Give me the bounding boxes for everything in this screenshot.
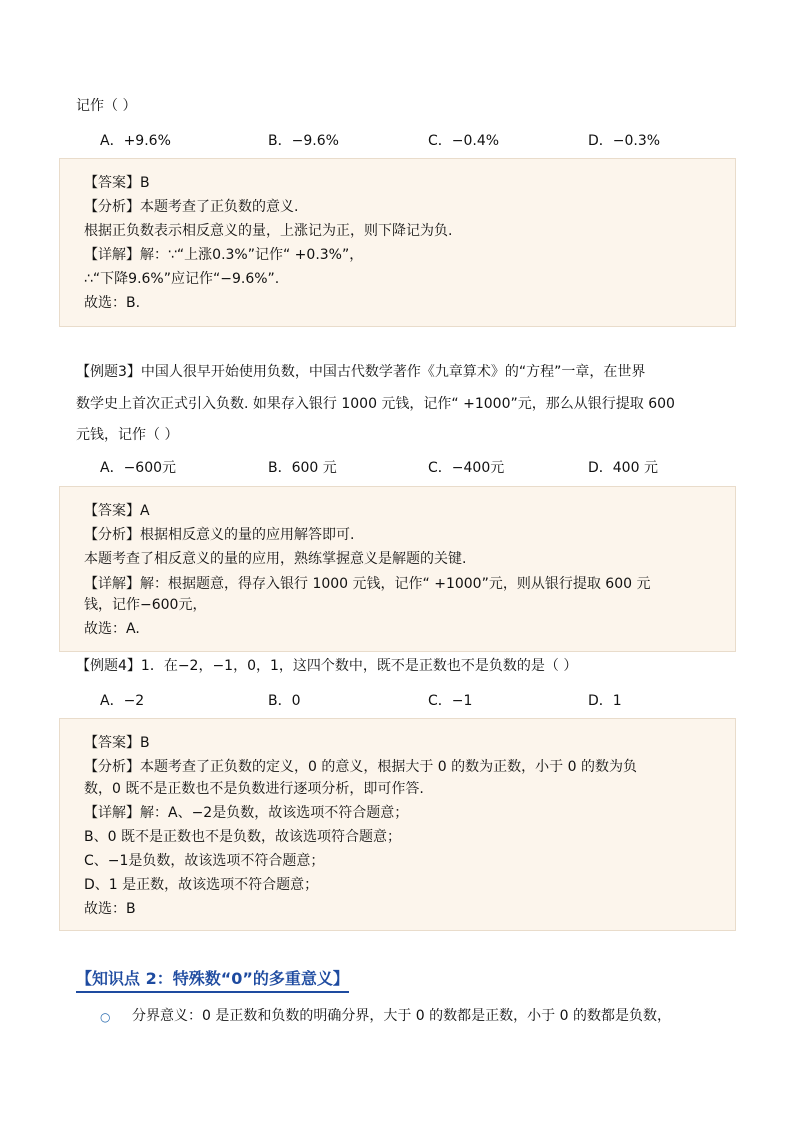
solution-line: 【详解】解：A、−2是负数，故该选项不符合题意； (84, 805, 409, 821)
option-c: C．−1 (428, 693, 473, 709)
solution-line: D、1 是正数，故该选项不符合题意； (84, 877, 319, 893)
example-3-line: 【例题3】中国人很早开始使用负数，中国古代数学著作《九章算术》的“方程”一章，在世界 (76, 364, 646, 380)
answer-label: 【答案】A (84, 503, 150, 519)
answer-box-3 (59, 486, 736, 652)
question-2-options (100, 130, 720, 152)
option-b: B．−9.6% (268, 133, 339, 149)
answer-box-4 (59, 718, 736, 931)
question-4-options (100, 690, 720, 712)
analysis-line: 本题考查了相反意义的量的应用，熟练掌握意义是解题的关键. (84, 551, 467, 567)
question-stem-tail: 记作（ ） (76, 98, 137, 114)
option-a: A．−600元 (100, 460, 177, 476)
answer-label: 【答案】B (84, 735, 150, 751)
bullet-circle-icon: ○ (100, 1010, 111, 1024)
answer-box-2 (59, 158, 736, 327)
option-d: D．−0.3% (588, 133, 661, 149)
conclusion-line: 故选：B (84, 901, 136, 917)
answer-label: 【答案】B (84, 175, 150, 191)
solution-line: 【详解】解：根据题意，得存入银行 1000 元钱，记作“ +1000”元，则从银行提取 600 元 (84, 576, 651, 592)
solution-line: B、0 既不是正数也不是负数，故该选项符合题意； (84, 829, 401, 845)
option-d: D．400 元 (588, 460, 658, 476)
example-3-line: 数学史上首次正式引入负数. 如果存入银行 1000 元钱，记作“ +1000”元，那么从银行提取 600 (76, 396, 675, 412)
example-4-stem: 【例题4】1．在−2，−1，0，1，这四个数中，既不是正数也不是负数的是（ ） (76, 658, 578, 674)
knowledge-point-heading: 【知识点 2：特殊数“0”的多重意义】 (76, 966, 349, 993)
analysis-line: 【分析】本题考查了正负数的定义，0 的意义，根据大于 0 的数为正数，小于 0 的数为负 (84, 759, 637, 775)
conclusion-line: 故选：B. (84, 295, 141, 311)
option-b: B．0 (268, 693, 301, 709)
solution-line: C、−1是负数，故该选项不符合题意； (84, 853, 325, 869)
option-c: C．−400元 (428, 460, 505, 476)
analysis-line: 数，0 既不是正数也不是负数进行逐项分析，即可作答. (84, 781, 424, 797)
option-b: B．600 元 (268, 460, 337, 476)
option-d: D．1 (588, 693, 622, 709)
solution-line: 【详解】解：∵“上涨0.3%”记作“ +0.3%”， (84, 247, 364, 263)
conclusion-line: 故选：A. (84, 621, 140, 637)
option-c: C．−0.4% (428, 133, 500, 149)
analysis-line: 【分析】本题考查了正负数的意义. (84, 199, 299, 215)
solution-line: ∴“下降9.6%”应记作“−9.6%”. (84, 271, 280, 287)
option-a: A．+9.6% (100, 133, 171, 149)
analysis-line: 【分析】根据相反意义的量的应用解答即可. (84, 527, 355, 543)
option-a: A．−2 (100, 693, 145, 709)
question-3-options (100, 457, 720, 479)
analysis-line: 根据正负数表示相反意义的量，上涨记为正，则下降记为负. (84, 223, 453, 239)
bullet-text: 分界意义：0 是正数和负数的明确分界，大于 0 的数都是正数，小于 0 的数都是负数， (132, 1008, 671, 1024)
example-3-line: 元钱，记作（ ） (76, 427, 179, 443)
solution-line: 钱，记作−600元， (84, 597, 207, 613)
